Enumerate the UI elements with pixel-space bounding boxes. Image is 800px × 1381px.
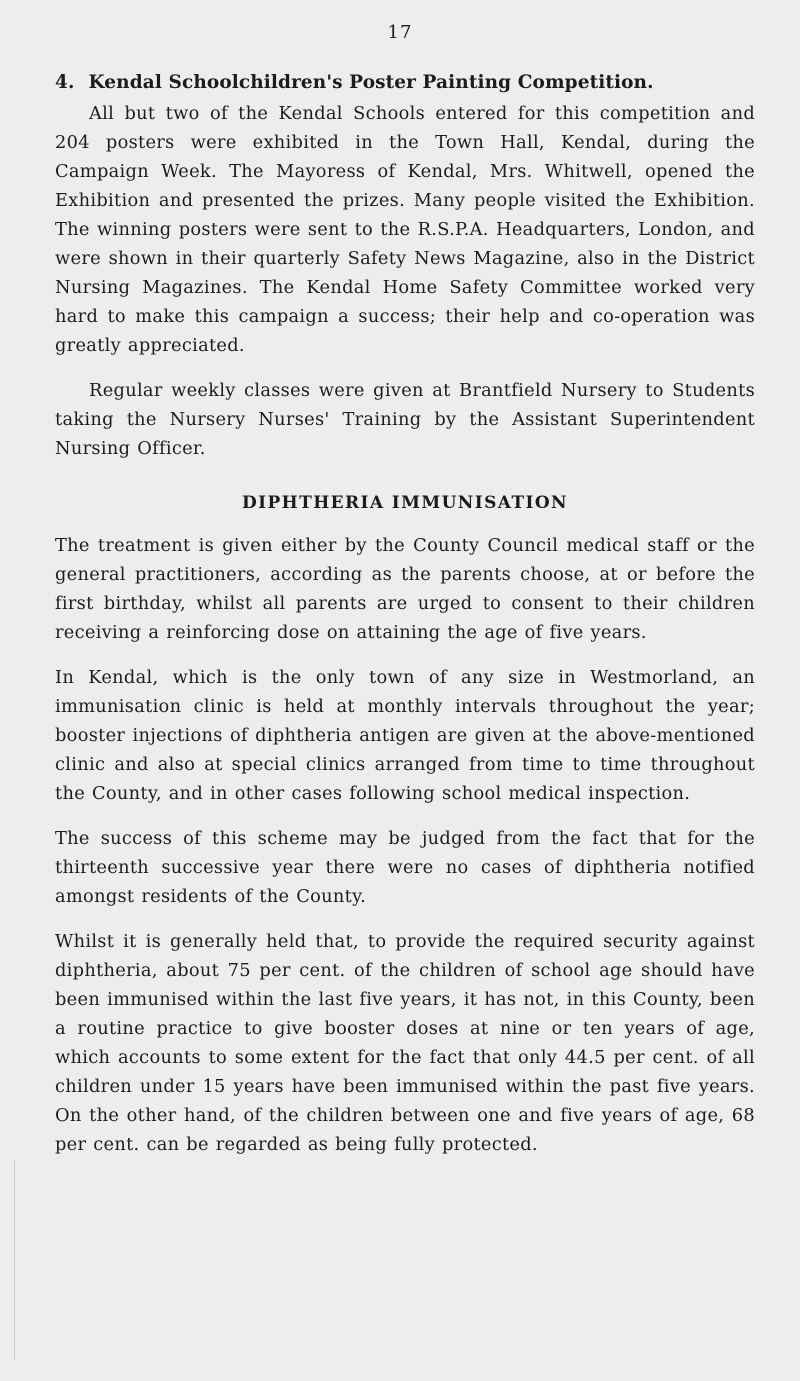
paragraph-security: Whilst it is generally held that, to provide the required security against diphtheria, about 75 per cent. of the children of school age should have been immunised within the last five years, it has not, in this County, been a routine practice to give booster doses at nine or ten years of age, which accounts to some extent for the fact that only 44.5 per cent. of all children under 15 years have been immunised within the past five years. On the other hand, of the children between one and five years of age, 68 per cent. can be regarded as being fully protected. xyxy=(55,931,755,1155)
paragraph-treatment: The treatment is given either by the County Council medical staff or the general practitioners, according as the parents choose, at or before the first birthday, whilst all parents are urged to consent to their children receiving a reinforcing dose on attaining the age of five years. xyxy=(55,535,755,643)
section-heading xyxy=(55,72,755,93)
paragraph-success: The success of this scheme may be judged from the fact that for the thirteenth successive year there were no cases of diphtheria notified amongst residents of the County. xyxy=(55,828,755,907)
section-number: 4. xyxy=(55,72,75,93)
page-edge-mark xyxy=(14,1160,15,1360)
diphtheria-heading: DIPHTHERIA IMMUNISATION xyxy=(242,493,568,513)
paragraph-nursery-classes: Regular weekly classes were given at Brantfield Nursery to Students taking the Nursery Nurses' Training by the Assistant Superintendent Nursing Officer. xyxy=(55,380,755,459)
section-title: Kendal Schoolchildren's Poster Painting Competition. xyxy=(88,72,654,93)
paragraph-competition: All but two of the Kendal Schools entered for this competition and 204 posters were exhibited in the Town Hall, Kendal, during the Campaign Week. The Mayoress of Kendal, Mrs. Whitwell, opened the Exhibition and presented the prizes. Many people visited the Exhibition. The winning posters were sent to the R.S.P.A. Headquarters, London, and were shown in their quarterly Safety News Magazine, also in the District Nursing Magazines. The Kendal Home Safety Committee worked very hard to make this campaign a success; their help and co-operation was greatly appreciated. xyxy=(55,103,755,356)
page-number: 17 xyxy=(387,22,413,43)
paragraph-kendal-clinic: In Kendal, which is the only town of any size in Westmorland, an immunisation clinic is held at monthly intervals throughout the year; booster injections of diphtheria antigen are given at the above-mentioned clinic and also at special clinics arranged from time to time throughout the County, and in other cases following school medical inspection. xyxy=(55,667,755,804)
page-content xyxy=(55,72,755,1159)
